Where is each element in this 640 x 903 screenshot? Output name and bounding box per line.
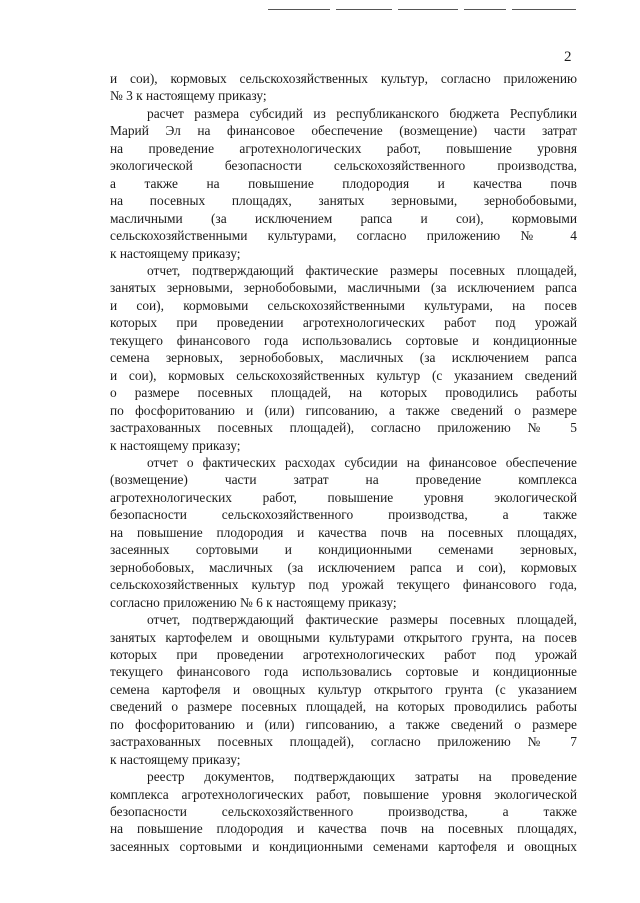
- page-number: 2: [564, 49, 572, 65]
- text-line: текущего финансового года использовались сортовые и кондиционные: [110, 664, 577, 680]
- text-line: на повышение плодородия и качества почв на посевных площадях,: [110, 821, 577, 837]
- text-line: зернобобовых, масличных (за исключением рапса и сои), кормовых: [110, 559, 577, 575]
- text-line: комплекса агротехнологических работ, повышение уровня экологической: [110, 786, 577, 802]
- text-line: и сои), кормовыми сельскохозяйственными культурами, на посев: [110, 297, 577, 313]
- text-line: согласно приложению № 6 к настоящему приказу;: [110, 594, 397, 610]
- text-line: сельскохозяйственными культурами, согласно приложению № 4: [110, 228, 577, 244]
- text-line: текущего финансового года использовались сортовые и кондиционные: [110, 332, 577, 348]
- text-line: отчет о фактических расходах субсидии на финансовое обеспечение: [147, 454, 577, 470]
- text-line: сельскохозяйственных культур под урожай текущего финансового года,: [110, 577, 577, 593]
- text-line: безопасности сельскохозяйственного производства, а также: [110, 507, 577, 523]
- text-line: сведений о размере посевных площадей, на которых проводились работы: [110, 699, 577, 715]
- text-line: расчет размера субсидий из республиканского бюджета Республики: [147, 105, 577, 121]
- text-line: на посевных площадях, занятых зерновыми, зернобобовыми,: [110, 193, 577, 209]
- text-line: отчет, подтверждающий фактические размеры посевных площадей,: [147, 262, 577, 278]
- header-rule-lines: [268, 9, 620, 11]
- text-line: засеянных сортовыми и кондиционными семенами картофеля и овощных: [110, 838, 577, 854]
- text-line: застрахованных посевных площадей), согласно приложению № 5: [110, 420, 577, 436]
- text-line: которых при проведении агротехнологических работ под урожай: [110, 646, 577, 662]
- paragraph: [110, 454, 577, 611]
- paragraph: [110, 70, 577, 105]
- paragraph: [110, 768, 577, 855]
- text-line: по фосфоритованию и (или) гипсованию, а также сведений о размере: [110, 716, 577, 732]
- text-line: реестр документов, подтверждающих затраты на проведение: [147, 769, 577, 785]
- text-line: по фосфоритованию и (или) гипсованию, а также сведений о размере: [110, 402, 577, 418]
- text-line: застрахованных посевных площадей), согласно приложению № 7: [110, 734, 577, 750]
- text-line: Марий Эл на финансовое обеспечение (возмещение) части затрат: [110, 123, 577, 139]
- text-line: на повышение плодородия и качества почв на посевных площадях,: [110, 524, 577, 540]
- text-line: масличными (за исключением рапса и сои), кормовыми: [110, 210, 577, 226]
- document-body: [110, 70, 577, 855]
- text-line: (возмещение) части затрат на проведение комплекса: [110, 472, 577, 488]
- text-line: и сои), кормовых сельскохозяйственных культур, согласно приложению: [110, 71, 577, 86]
- text-line: к настоящему приказу;: [110, 437, 241, 453]
- text-line: к настоящему приказу;: [110, 245, 241, 261]
- text-line: на проведение агротехнологических работ, повышение уровня: [110, 140, 577, 156]
- text-line: занятых картофелем и овощными культурами открытого грунта, на посев: [110, 629, 577, 645]
- text-line: которых при проведении агротехнологических работ под урожай: [110, 315, 577, 331]
- text-line: безопасности сельскохозяйственного производства, а также: [110, 804, 577, 820]
- paragraph: [110, 611, 577, 768]
- text-line: отчет, подтверждающий фактические размеры посевных площадей,: [147, 612, 577, 628]
- text-line: к настоящему приказу;: [110, 751, 241, 767]
- text-line: о размере посевных площадей, на которых проводились работы: [110, 385, 577, 401]
- text-line: агротехнологических работ, повышение уровня экологической: [110, 489, 577, 505]
- text-line: и сои), кормовых сельскохозяйственных культур (с указанием сведений: [110, 367, 577, 383]
- text-line: семена зерновых, зернобобовых, масличных (за исключением рапса: [110, 350, 577, 366]
- paragraph: [110, 105, 577, 262]
- text-line: засеянных сортовыми и кондиционными семенами зерновых,: [110, 542, 577, 558]
- text-line: занятых зерновыми, зернобобовыми, масличными (за исключением рапса: [110, 280, 577, 296]
- text-line: № 3 к настоящему приказу;: [110, 88, 267, 104]
- text-line: семена картофеля и овощных культур открытого грунта (с указанием: [110, 681, 577, 697]
- text-line: экологической безопасности сельскохозяйственного производства,: [110, 158, 577, 174]
- paragraph: [110, 262, 577, 454]
- text-line: а также на повышение плодородия и качества почв: [110, 175, 577, 191]
